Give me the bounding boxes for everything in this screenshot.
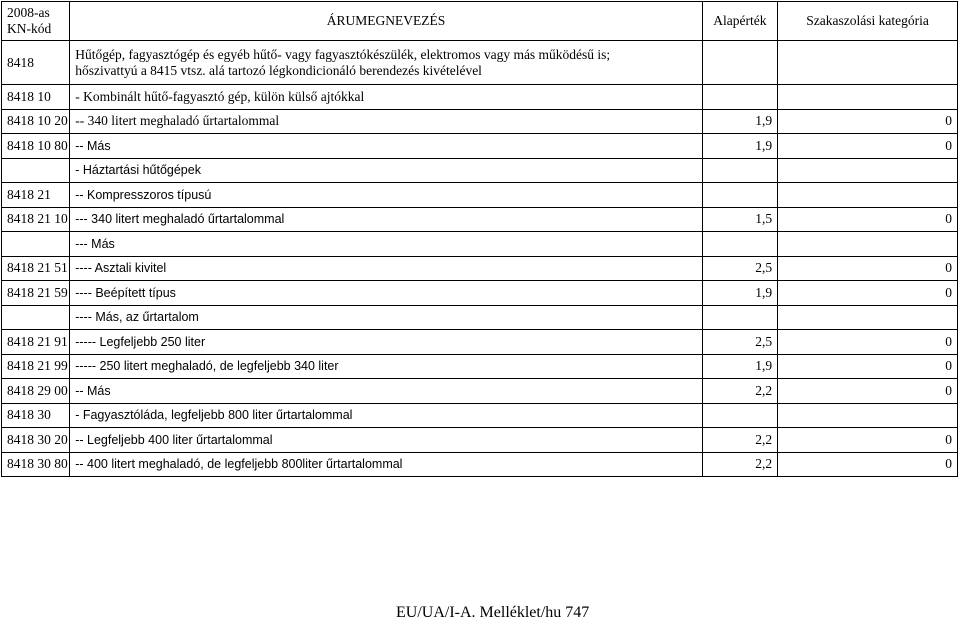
description: --- Más — [70, 232, 703, 257]
description: -- Más — [70, 134, 703, 159]
base-rate: 2,5 — [702, 330, 777, 355]
description: ----- 250 litert meghaladó, de legfeljebb 340 liter — [70, 354, 703, 379]
table-row — [2, 403, 958, 428]
table-row — [2, 109, 958, 134]
page-footer: EU/UA/I-A. Melléklet/hu 747 — [396, 604, 590, 621]
kn-code — [2, 158, 70, 183]
kn-code: 8418 10 80 — [2, 134, 70, 159]
base-rate — [702, 232, 777, 257]
description: -- 400 litert meghaladó, de legfeljebb 800liter űrtartalommal — [70, 452, 703, 477]
description: Hűtőgép, fagyasztógép és egyéb hűtő- vagy fagyasztókészülék, elektromos vagy más működésű is; hőszivattyú a 8415 vtsz. alá tartozó légkondicionáló berendezés kivételével — [70, 41, 703, 85]
kn-code: 8418 21 — [2, 183, 70, 208]
staging-category: 0 — [778, 256, 958, 281]
staging-category: 0 — [778, 452, 958, 477]
table-header-row — [2, 2, 958, 41]
description: -- 340 litert meghaladó űrtartalommal — [70, 109, 703, 134]
table-row — [2, 452, 958, 477]
base-rate — [702, 183, 777, 208]
table-row — [2, 256, 958, 281]
kn-code: 8418 21 91 — [2, 330, 70, 355]
description: ---- Beépített típus — [70, 281, 703, 306]
staging-category: 0 — [778, 207, 958, 232]
table-row — [2, 305, 958, 330]
base-rate: 2,2 — [702, 452, 777, 477]
base-rate — [702, 158, 777, 183]
table-row — [2, 134, 958, 159]
base-rate: 1,9 — [702, 281, 777, 306]
staging-category: 0 — [778, 354, 958, 379]
table-row — [2, 85, 958, 110]
table-row — [2, 232, 958, 257]
table-row — [2, 207, 958, 232]
kn-code — [2, 305, 70, 330]
staging-category — [778, 85, 958, 110]
kn-code — [2, 232, 70, 257]
staging-category: 0 — [778, 379, 958, 404]
kn-code: 8418 21 10 — [2, 207, 70, 232]
table-row — [2, 428, 958, 453]
table-row — [2, 330, 958, 355]
staging-category: 0 — [778, 330, 958, 355]
base-rate: 2,5 — [702, 256, 777, 281]
table-row — [2, 41, 958, 85]
base-rate: 1,5 — [702, 207, 777, 232]
description: -- Kompresszoros típusú — [70, 183, 703, 208]
kn-code: 8418 30 80 — [2, 452, 70, 477]
base-rate — [702, 85, 777, 110]
base-rate: 2,2 — [702, 379, 777, 404]
kn-code: 8418 21 59 — [2, 281, 70, 306]
staging-category: 0 — [778, 109, 958, 134]
staging-category — [778, 403, 958, 428]
tariff-table — [1, 1, 958, 477]
table-row — [2, 183, 958, 208]
staging-category: 0 — [778, 281, 958, 306]
description-header: ÁRUMEGNEVEZÉS — [70, 2, 703, 41]
description: - Fagyasztóláda, legfeljebb 800 liter űrtartalommal — [70, 403, 703, 428]
description: -- Más — [70, 379, 703, 404]
table-row — [2, 281, 958, 306]
base-rate — [702, 305, 777, 330]
description: ----- Legfeljebb 250 liter — [70, 330, 703, 355]
staging-category — [778, 41, 958, 85]
base-rate: 1,9 — [702, 134, 777, 159]
kn-code: 8418 29 00 — [2, 379, 70, 404]
description: ---- Asztali kivitel — [70, 256, 703, 281]
staging-category: 0 — [778, 428, 958, 453]
base-rate: 2,2 — [702, 428, 777, 453]
kn-code: 8418 10 — [2, 85, 70, 110]
kn-code: 8418 21 51 — [2, 256, 70, 281]
description: - Kombinált hűtő-fagyasztó gép, külön külső ajtókkal — [70, 85, 703, 110]
staging-category — [778, 183, 958, 208]
kn-code: 8418 30 20 — [2, 428, 70, 453]
base-rate — [702, 41, 777, 85]
staging-category — [778, 158, 958, 183]
table-row — [2, 354, 958, 379]
kn-code: 8418 10 20 — [2, 109, 70, 134]
staging-category-header: Szakaszolási kategória — [778, 2, 958, 41]
base-rate: 1,9 — [702, 354, 777, 379]
staging-category — [778, 305, 958, 330]
kn-code: 8418 21 99 — [2, 354, 70, 379]
description: ---- Más, az űrtartalom — [70, 305, 703, 330]
base-rate: 1,9 — [702, 109, 777, 134]
kn-code: 8418 30 — [2, 403, 70, 428]
description: - Háztartási hűtőgépek — [70, 158, 703, 183]
base-rate — [702, 403, 777, 428]
table-row — [2, 379, 958, 404]
kn-code: 8418 — [2, 41, 70, 85]
staging-category: 0 — [778, 134, 958, 159]
kn-code-header: 2008-as KN-kód — [2, 2, 70, 41]
description: --- 340 litert meghaladó űrtartalommal — [70, 207, 703, 232]
staging-category — [778, 232, 958, 257]
description: -- Legfeljebb 400 liter űrtartalommal — [70, 428, 703, 453]
base-rate-header: Alapérték — [702, 2, 777, 41]
table-row — [2, 158, 958, 183]
